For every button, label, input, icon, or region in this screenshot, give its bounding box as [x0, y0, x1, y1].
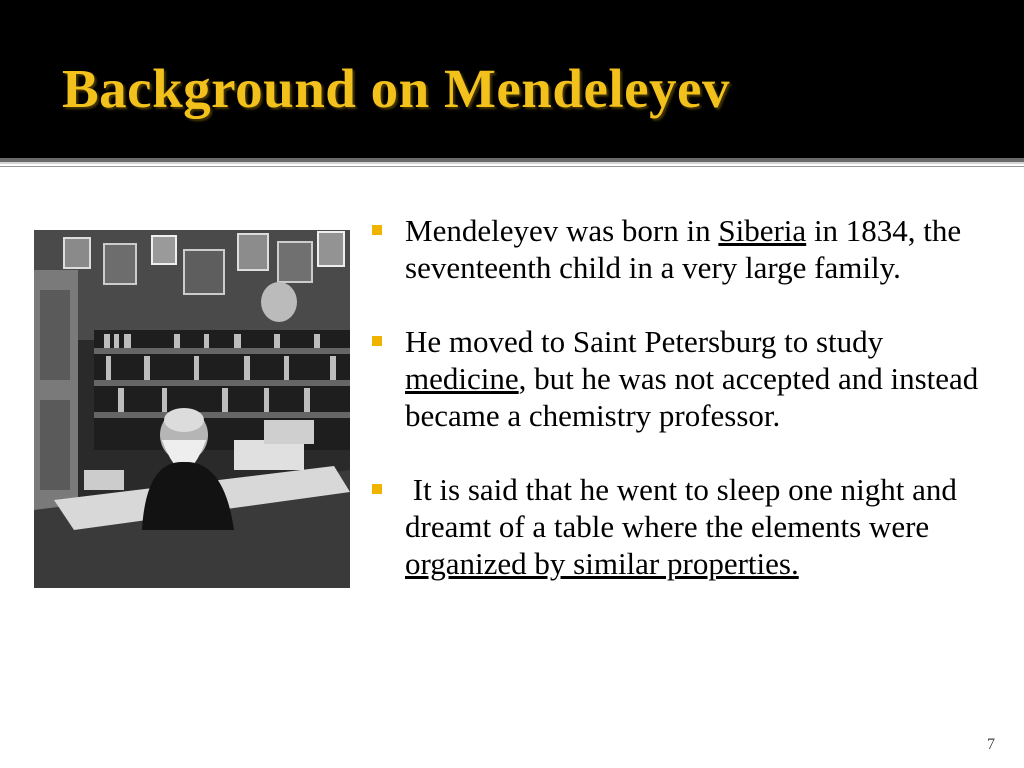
- medicine-link[interactable]: medicine: [405, 361, 519, 396]
- square-bullet-icon: [372, 484, 382, 494]
- portrait-photo: [34, 230, 350, 588]
- bullet-item-dream: [370, 471, 1010, 582]
- page-number: 7: [987, 736, 995, 753]
- slide-title: Background on Mendeleyev: [62, 58, 730, 119]
- bullet-text: , but he was not accepted and instead became a chemistry professor.: [405, 361, 979, 433]
- bullet-text: It is said that he went to sleep one night and dreamt of a table where the elements were: [405, 472, 965, 544]
- bullet-text: He moved to Saint Petersburg to study: [405, 324, 884, 359]
- title-divider-thin: [0, 166, 1024, 167]
- portrait-photo-icon: [34, 230, 350, 588]
- bullet-item-career: [370, 323, 1010, 434]
- title-bar: [0, 0, 1024, 158]
- title-divider-light: [0, 162, 1024, 164]
- square-bullet-icon: [372, 336, 382, 346]
- siberia-link[interactable]: Siberia: [718, 213, 807, 248]
- square-bullet-icon: [372, 225, 382, 235]
- bullet-item-birth: [370, 212, 1010, 286]
- bullet-text: in 1834, the seventeenth child in a very large family.: [405, 213, 962, 285]
- organized-by-similar-properties-link[interactable]: organized by similar properties.: [405, 546, 799, 581]
- bullet-list: [370, 212, 1010, 619]
- bullet-text: Mendeleyev was born in: [405, 213, 719, 248]
